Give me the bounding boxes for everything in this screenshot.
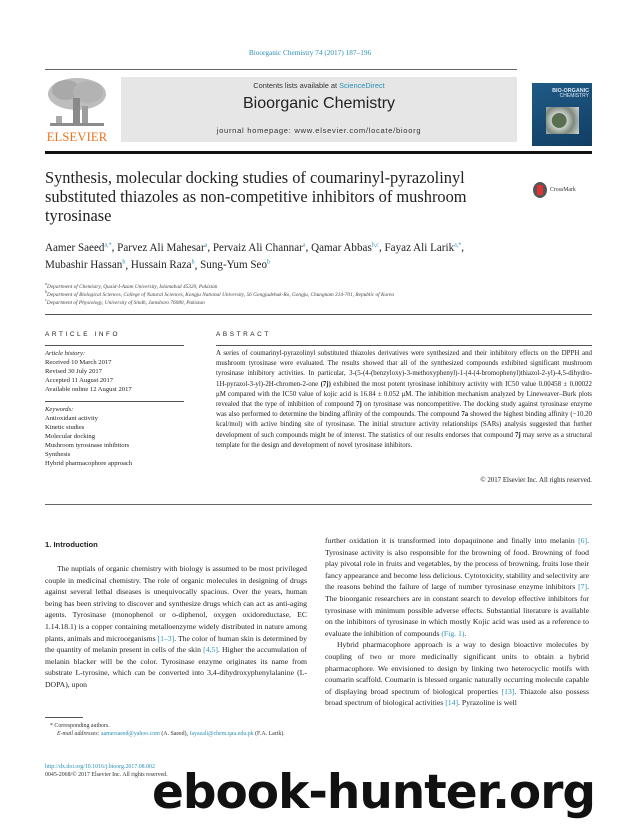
keyword: Hybrid pharmacophore approach [45, 460, 133, 467]
citation-link[interactable]: Bioorganic Chemistry 74 (2017) 187–196 [248, 48, 372, 57]
doi-block [45, 763, 168, 780]
paragraph: further oxidation it is transformed into dopaquinone and finally into melanin [6]. Tyrosinase activity is also responsible for the browning of food. Browning of food play pivotal role in fruits and vegetables, by the process of browning, fruits lose their fancy appearance and become less delicious. Cytotoxicity, stability and selectivity are the reasons behind the failure of large of number tyrosinase enzyme inhibitors [7]. The bioorganic researchers are in constant search to develop effective inhibitors for tyrosinase with minimum possible adverse effects. Substantial literature is available on the inhibitors of tyrosinase in which mostly Kojic acid was used as a reference to evaluate the inhibition of compounds (Fig. 1). [325, 536, 589, 638]
reference-link[interactable]: [7] [578, 582, 588, 592]
paragraph: Hybrid pharmacophore approach is a way to design bioactive molecules by coupling of two or more medicinally significant units to obtain a hybrid pharmacophore. We envisioned to design by linking two heterocyclic motifs with coumarin scaffold. Coumarin is blessed organic naturally occurring molecule capable of displaying broad spectrum of biological properties [13]. Thiazole also possess broad spectrum of biological activities [14]. Pyrazoline is well [325, 640, 589, 708]
crossmark-badge[interactable]: CrossMark [533, 182, 576, 198]
watermark: ebook-hunter.org [152, 765, 596, 820]
abstract-end-rule [45, 504, 592, 505]
email-link[interactable]: aamersaeed@yahoo.com [100, 731, 160, 738]
journal-banner [121, 77, 517, 142]
footnote: * Corresponding authors. E-mail addresses: aamersaeed@yahoo.com (A. Saeed), fayazali@chem.qau.edu.pk (F.A. Larik). [50, 723, 285, 738]
reference-link[interactable]: [14] [445, 698, 459, 708]
reference-link[interactable]: [4,5] [203, 645, 218, 655]
doi-link[interactable]: http://dx.doi.org/10.1016/j.bioorg.2017.08.002 [45, 764, 155, 770]
sciencedirect-link[interactable]: ScienceDirect [339, 81, 385, 90]
author[interactable]: Parvez Ali Mahesar$^a$ [117, 241, 208, 254]
author[interactable]: Sung-Yum Seo$^b$ [200, 259, 271, 272]
author[interactable]: Hussain Raza$^b$ [130, 259, 195, 272]
history-item: Accepted 11 August 2017 [45, 377, 114, 384]
journal-citation[interactable] [0, 48, 620, 57]
paragraph: The nuptials of organic chemistry with biology is assumed to be most privileged couple in medicinal chemistry. The role of organic molecules in designing of drugs against several lethal diseases is unequivocally spacious. Over the years, human being has been striving to discover and synthesize drugs which can act as anti-aging agents. Tyrosinase (monophenol or o-diphenol, oxygen oxidoreductase, EC 1.14.18.1) is a copper containing metalloenzyme widely distributed in nature among plants, animals and microorganisms [1–3]. The color of human skin is determined by the quantity of melanin present in cells of the skin [4,5]. Higher the accumulation of melanin blacker will be the color. Tyrosinase enzyme originates its name from substrate L-tyrosine, which can be converted into 3,4-dihydroxyphenylalanine (L-DOPA), upon [45, 564, 307, 689]
article-info-heading: ARTICLE INFO [45, 331, 121, 338]
article-title: Synthesis, molecular docking studies of coumarinyl-pyrazolinyl substituted thiazoles as non-competitive inhibitors of mushroom tyrosinase [45, 168, 467, 226]
contents-line: Contents lists available at ScienceDirect [253, 81, 385, 90]
copyright-notice: © 2017 Elsevier Inc. All rights reserved. [480, 477, 592, 484]
keywords: Keywords: Antioxidant activity Kinetic studies Molecular docking Mushroom tyrosinase inhibitors Synthesis Hybrid pharmacophore approach [45, 405, 185, 468]
footnote-rule [45, 717, 83, 718]
author[interactable]: Mubashir Hassan$^b$ [45, 259, 126, 272]
journal-cover[interactable] [532, 83, 592, 146]
affiliation: $^a$Department of Chemistry, Quaid-I-Azam University, Islamabad 45320, Pakistan [45, 281, 218, 290]
header-thick-rule [45, 151, 592, 154]
email-link[interactable]: fayazali@chem.qau.edu.pk [189, 731, 254, 738]
reference-link[interactable]: [13] [501, 686, 515, 696]
cover-image [546, 107, 579, 134]
elsevier-wordmark: ELSEVIER [46, 130, 108, 144]
abstract-heading: ABSTRACT [216, 331, 271, 338]
abstract-rule [216, 345, 592, 346]
abstract-text: A series of coumarinyl-pyrazolinyl substituted thiazoles derivatives were synthesized and their inhibitory effects on the DPPH and mushroom tyrosinase were evaluated. The results showed that all of the synthesized compounds exhibited significant mushroom tyrosinase inhibitory activities. In particular, 3-(5-(4-(benzyloxy)-3-methoxyphenyl)-1-(4-(4-bromophenyl)thiazol-2-yl)-4,5-dihydro-1H-pyrazol-3-yl)-2H-chromen-2-one (7j) exhibited the most potent tyrosinase inhibitory activity with IC50 value 0.00458 ± 0.00022 μM compared with the IC50 value of kojic acid is 16.84 ± 0.052 μM. The inhibition mechanism analyzed by Lineweaver–Burk plots revealed that the type of inhibition of compound 7j on tyrosinase was noncompetitive. The docking study against tyrosinase enzyme was also performed to determine the binding affinity of the compounds. The compound 7a showed the highest binding affinity (−10.20 kcal/mol) with active binding site of tyrosinase. The initial structure activity relationships (SARs) analysis suggested that further development of such compounds might be of interest. The statistics of our results endorses that compound 7j may serve as a structural template for the design and development of novel tyrosinase inhibitors. [216, 350, 593, 449]
elsevier-tree-icon [46, 76, 108, 130]
history-item: Received 10 March 2017 [45, 359, 112, 366]
section-rule [45, 314, 592, 315]
keyword: Molecular docking [45, 433, 95, 440]
affiliation: $^b$Department of Biological Sciences, College of Natural Sciences, Kongju National University, 56 Gongjudehak-Ro, Gongju, Chungnam 314-701, Republic of Korea [45, 289, 394, 298]
elsevier-logo[interactable] [44, 75, 110, 145]
issn-line: 0045-2068/© 2017 Elsevier Inc. All rights reserved. [45, 772, 168, 779]
keyword: Antioxidant activity [45, 415, 98, 422]
info-rule [45, 401, 184, 402]
journal-title: Bioorganic Chemistry [242, 95, 396, 112]
keyword: Synthesis [45, 451, 71, 458]
keyword: Mushroom tyrosinase inhibitors [45, 442, 130, 449]
cover-title: BIO-ORGANIC CHEMISTRY [552, 88, 589, 100]
header-rule [45, 69, 517, 70]
info-rule [45, 345, 184, 346]
journal-homepage[interactable]: journal homepage: www.elsevier.com/locate/bioorg [216, 126, 422, 135]
keyword: Kinetic studies [45, 424, 85, 431]
intro-right-column [325, 535, 589, 709]
crossmark-icon [533, 182, 547, 198]
author[interactable]: Fayaz Ali Larik$^{a,*}$ [384, 241, 462, 254]
intro-left-column [45, 563, 307, 691]
article-history: Article history: Received 10 March 2017 Revised 30 July 2017 Accepted 11 August 2017 Available online 12 August 2017 [45, 349, 185, 394]
reference-link[interactable]: [6] [578, 536, 588, 545]
author[interactable]: Pervaiz Ali Channar$^a$ [212, 241, 306, 254]
history-item: Available online 12 August 2017 [45, 386, 132, 393]
section-heading: 1. Introduction [45, 540, 98, 549]
author-list: Aamer Saeed$^{a,*}$, Parvez Ali Mahesar$^a$, Pervaiz Ali Channar$^a$, Qamar Abbas$^{b,c}$, Fayaz Ali Larik$^{a,*}$, Mubashir Hassan$^b$, Hussain Raza$^b$, Sung-Yum Seo$^b$ [45, 241, 465, 272]
author[interactable]: Qamar Abbas$^{b,c}$ [311, 241, 379, 254]
affiliation: $^c$Department of Physiology, University of Sindh, Jamshoro 76080, Pakistan [45, 297, 205, 306]
figure-link[interactable]: (Fig. 1) [441, 628, 465, 638]
author[interactable]: Aamer Saeed$^{a,*}$ [45, 241, 112, 254]
history-item: Revised 30 July 2017 [45, 368, 102, 375]
reference-link[interactable]: [1–3] [157, 633, 175, 643]
